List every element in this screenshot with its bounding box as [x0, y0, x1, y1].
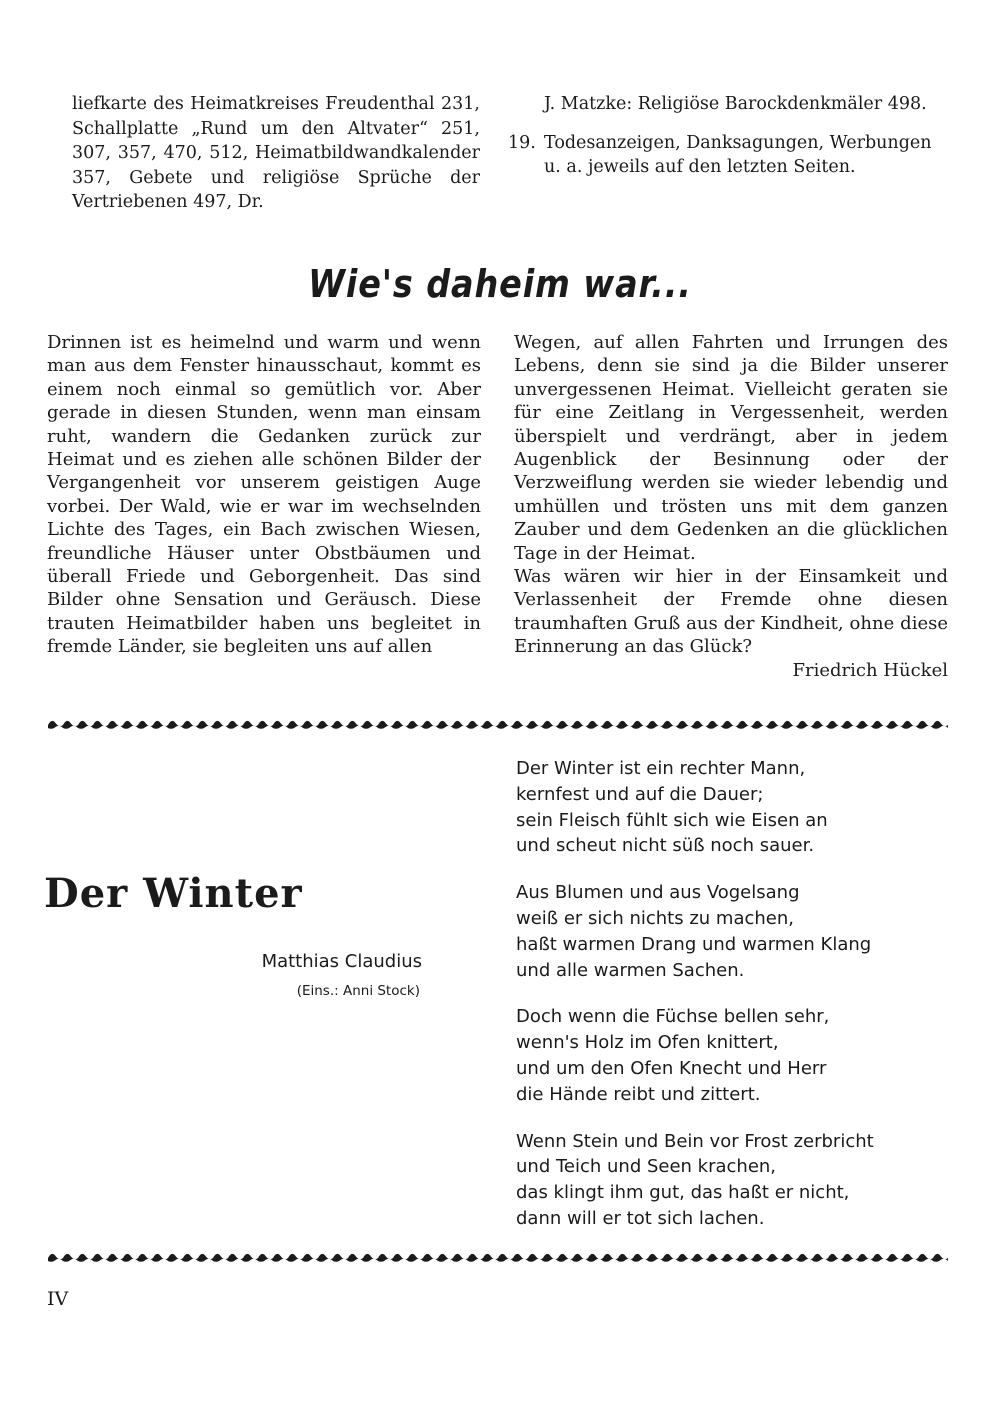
index-entry: [508, 92, 948, 117]
poem-line: Der Winter ist ein rechter Mann,: [516, 758, 806, 779]
poem-line: und um den Ofen Knecht und Herr: [516, 1057, 827, 1079]
poem-line: und Teich und Seen krachen,: [516, 1156, 777, 1178]
poem-line: sein Fleisch fühlt sich wie Eisen an: [516, 809, 828, 831]
index-entry-number-blank: [508, 92, 544, 117]
poem-stanza: [516, 880, 956, 983]
article-paragraph: Was wären wir hier in der Einsamkeit und Verlassenheit der Fremde ohne diesen traumhaften Gruß aus der Kindheit, ohne diese Erinnerung an das Glück?: [514, 566, 948, 658]
decorative-wave-rule: [48, 716, 948, 730]
index-entry-text: J. Matzke: Religiöse Barockdenkmäler 498.: [544, 94, 927, 114]
poem-stanza: [516, 1129, 956, 1232]
index-entry-text: Todesanzeigen, Danksagungen, Werbungen u. a. jeweils auf den letzten Seiten.: [544, 132, 932, 178]
poem-stanza: [516, 756, 956, 859]
poem-contributor: (Eins.: Anni Stock): [296, 983, 420, 999]
decorative-wave-rule: [48, 1249, 948, 1263]
index-continuation-right: [508, 92, 948, 180]
poem-line: kernfest und auf die Dauer;: [516, 783, 764, 805]
poem-line: Aus Blumen und aus Vogelsang: [516, 882, 800, 904]
article-title: Wie's daheim war...: [308, 262, 692, 306]
page-number: IV: [47, 1288, 69, 1310]
index-entry: [508, 131, 948, 180]
poem-author: Matthias Claudius: [261, 951, 422, 972]
poem-line: weiß er sich nichts zu machen,: [516, 907, 794, 929]
poem-line: haßt warmen Drang und warmen Klang: [516, 933, 872, 955]
index-continuation-left: liefkarte des Heimatkreises Freudenthal 231, Schallplatte „Rund um den Altvater“ 251, 307, 357, 470, 512, Heimatbildwandkalender 357, Gebete und religiöse Sprüche der Vertriebenen 497, Dr.: [72, 94, 480, 213]
index-entry-number: 19.: [508, 132, 536, 153]
poem-line: wenn's Holz im Ofen knittert,: [516, 1032, 779, 1054]
poem-text: [516, 756, 956, 1253]
article-author: Friedrich Hückel: [792, 659, 948, 681]
article-column-right: [514, 331, 948, 682]
poem-line: das klingt ihm gut, das haßt er nicht,: [516, 1182, 850, 1204]
article-column-left: [47, 331, 481, 659]
poem-line: Doch wenn die Füchse bellen sehr,: [516, 1006, 830, 1028]
poem-line: und alle warmen Sachen.: [516, 959, 745, 981]
poem-title: Der Winter: [44, 870, 303, 917]
poem-line: die Hände reibt und zittert.: [516, 1083, 761, 1105]
poem-line: dann will er tot sich lachen.: [516, 1207, 765, 1229]
poem-line: und scheut nicht süß noch sauer.: [516, 835, 815, 857]
poem-line: Wenn Stein und Bein vor Frost zerbricht: [516, 1130, 874, 1152]
article-paragraph: Drinnen ist es heimelnd und warm und wenn man aus dem Fenster hinausschaut, kommt es einem noch einmal so gemütlich vor. Aber gerade in diesen Stunden, wenn man einsam ruht, wandern die Gedanken zurück zur Heimat und es ziehen alle schönen Bilder der Vergangenheit vor unserem geistigen Auge vorbei. Der Wald, wie er war im wechselnden Lichte des Tages, ein Bach zwischen Wiesen, freundliche Häuser unter Obstbäumen und überall Friede und Geborgenheit. Das sind Bilder ohne Sensation und Geräusch. Diese trauten Heimatbilder haben uns begleitet in fremde Länder, sie begleiten uns auf allen: [47, 332, 481, 658]
article-paragraph: Wegen, auf allen Fahrten und Irrungen des Lebens, denn sie sind ja die Bilder unserer unvergessenen Heimat. Vielleicht geraten sie für eine Zeitlang in Vergessenheit, werden überspielt und verdrängt, aber in jedem Augenblick der Besinnung oder der Verzweiflung werden sie wieder lebendig und umhüllen und trösten uns mit dem ganzen Zauber und dem Gedenken an die glücklichen Tage in der Heimat.: [514, 332, 948, 564]
poem-stanza: [516, 1004, 956, 1107]
